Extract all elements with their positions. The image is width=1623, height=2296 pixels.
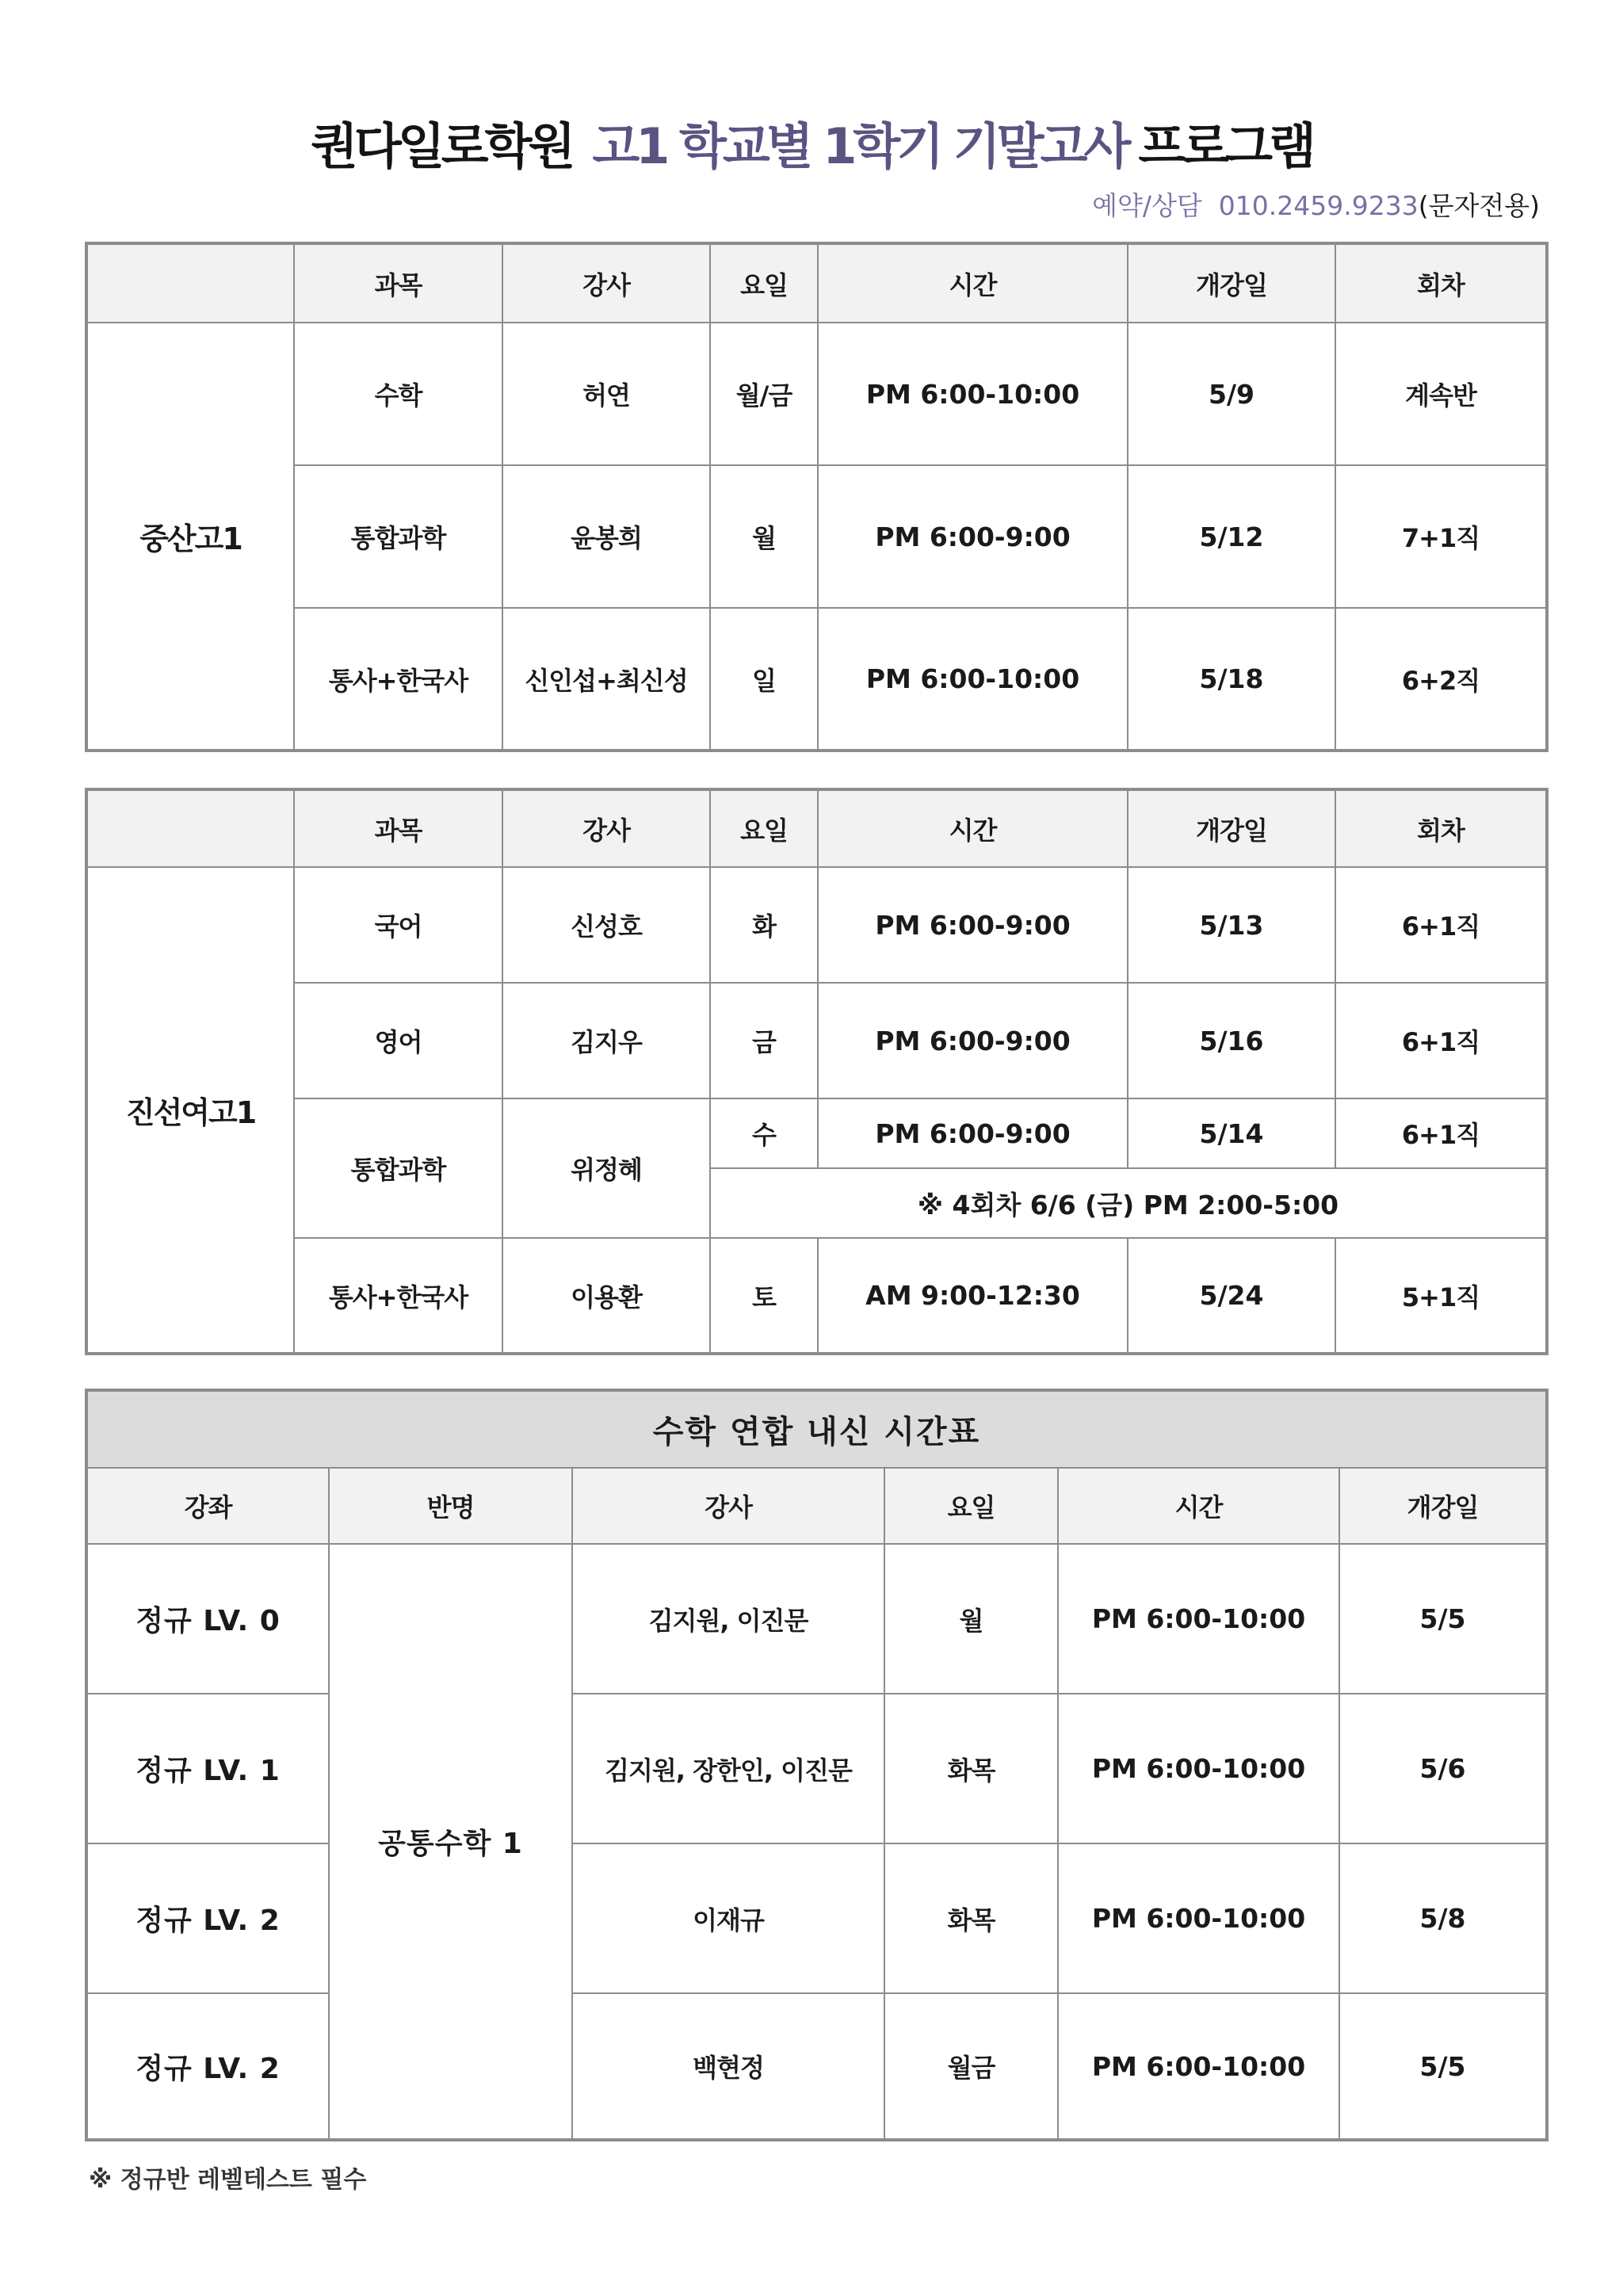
header-subject: 과목 — [294, 243, 502, 323]
sessions-cell: 7+1직 — [1335, 465, 1547, 608]
teacher-cell: 위정혜 — [502, 1098, 710, 1238]
junsan-schedule-table — [85, 242, 1549, 752]
time-cell: PM 6:00-9:00 — [818, 983, 1128, 1098]
day-cell: 월 — [884, 1544, 1058, 1694]
time-cell: AM 9:00-12:30 — [818, 1238, 1128, 1354]
course-cell: 정규 LV. 1 — [86, 1694, 329, 1843]
header-class: 반명 — [329, 1468, 572, 1544]
school-name-cell: 진선여고1 — [86, 867, 294, 1354]
academy-name: 퀀다일로학원 — [311, 117, 572, 175]
sessions-cell: 6+1직 — [1335, 1098, 1547, 1168]
time-cell: PM 6:00-10:00 — [1058, 1694, 1339, 1843]
teacher-cell: 이용환 — [502, 1238, 710, 1354]
teacher-cell: 신성호 — [502, 867, 710, 983]
course-cell: 정규 LV. 0 — [86, 1544, 329, 1694]
header-start: 개강일 — [1128, 243, 1335, 323]
program-tail: 프로그램 — [1138, 117, 1312, 175]
subject-cell: 영어 — [294, 983, 502, 1098]
subject-cell: 통합과학 — [294, 1098, 502, 1238]
class-name-cell: 공통수학 1 — [329, 1544, 572, 2140]
header-empty-cell — [86, 789, 294, 867]
start-cell: 5/5 — [1339, 1993, 1547, 2140]
sessions-cell: 계속반 — [1335, 323, 1547, 465]
teacher-cell: 신인섭+최신성 — [502, 608, 710, 751]
contact-phone[interactable]: 010.2459.9233 — [1218, 190, 1419, 221]
table-row — [86, 1098, 1547, 1168]
start-cell: 5/13 — [1128, 867, 1335, 983]
math-schedule-table — [85, 1389, 1549, 2141]
header-day: 요일 — [710, 789, 818, 867]
table-header-row — [86, 243, 1547, 323]
table-row — [86, 1694, 1547, 1843]
time-cell: PM 6:00-10:00 — [1058, 1544, 1339, 1694]
day-cell: 월/금 — [710, 323, 818, 465]
start-cell: 5/24 — [1128, 1238, 1335, 1354]
contact-prefix: 예약/상담 — [1092, 190, 1202, 221]
table-row — [86, 867, 1547, 983]
start-cell: 5/18 — [1128, 608, 1335, 751]
start-cell: 5/14 — [1128, 1098, 1335, 1168]
header-day: 요일 — [710, 243, 818, 323]
day-cell: 토 — [710, 1238, 818, 1354]
table-row — [86, 1993, 1547, 2140]
header-time: 시간 — [818, 243, 1128, 323]
header-time: 시간 — [818, 789, 1128, 867]
time-cell: PM 6:00-9:00 — [818, 867, 1128, 983]
course-cell: 정규 LV. 2 — [86, 1993, 329, 2140]
header-day: 요일 — [884, 1468, 1058, 1544]
teacher-cell: 허연 — [502, 323, 710, 465]
start-cell: 5/6 — [1339, 1694, 1547, 1843]
time-cell: PM 6:00-10:00 — [1058, 1993, 1339, 2140]
day-cell: 화 — [710, 867, 818, 983]
day-cell: 월금 — [884, 1993, 1058, 2140]
header-sessions: 회차 — [1335, 243, 1547, 323]
table-row — [86, 323, 1547, 465]
table-row — [86, 1843, 1547, 1993]
time-cell: PM 6:00-10:00 — [818, 323, 1128, 465]
subject-cell: 수학 — [294, 323, 502, 465]
header-subject: 과목 — [294, 789, 502, 867]
math-banner-title: 수학 연합 내신 시간표 — [86, 1390, 1547, 1468]
school-name-cell: 중산고1 — [86, 323, 294, 751]
start-cell: 5/8 — [1339, 1843, 1547, 1993]
math-banner-row — [86, 1390, 1547, 1468]
table-row — [86, 1544, 1547, 1694]
program-name: 고1 학교별 1학기 기말고사 — [592, 117, 1128, 175]
header-start: 개강일 — [1128, 789, 1335, 867]
day-cell: 일 — [710, 608, 818, 751]
table-row — [86, 465, 1547, 608]
header-start: 개강일 — [1339, 1468, 1547, 1544]
page-title — [0, 107, 1623, 178]
teacher-cell: 김지원, 이진문 — [572, 1544, 884, 1694]
day-cell: 월 — [710, 465, 818, 608]
table-header-row — [86, 789, 1547, 867]
start-cell: 5/9 — [1128, 323, 1335, 465]
table-row — [86, 983, 1547, 1098]
contact-note: (문자전용) — [1418, 190, 1540, 221]
extra-session-note: ※ 4회차 6/6 (금) PM 2:00-5:00 — [710, 1168, 1547, 1238]
day-cell: 화목 — [884, 1694, 1058, 1843]
teacher-cell: 윤봉희 — [502, 465, 710, 608]
table-header-row — [86, 1468, 1547, 1544]
time-cell: PM 6:00-10:00 — [818, 608, 1128, 751]
teacher-cell: 백현정 — [572, 1993, 884, 2140]
teacher-cell: 이재규 — [572, 1843, 884, 1993]
subject-cell: 통사+한국사 — [294, 1238, 502, 1354]
subject-cell: 통사+한국사 — [294, 608, 502, 751]
table-row — [86, 608, 1547, 751]
start-cell: 5/5 — [1339, 1544, 1547, 1694]
start-cell: 5/12 — [1128, 465, 1335, 608]
day-cell: 수 — [710, 1098, 818, 1168]
day-cell: 화목 — [884, 1843, 1058, 1993]
sessions-cell: 5+1직 — [1335, 1238, 1547, 1354]
header-teacher: 강사 — [502, 789, 710, 867]
teacher-cell: 김지우 — [502, 983, 710, 1098]
header-course: 강좌 — [86, 1468, 329, 1544]
sessions-cell: 6+2직 — [1335, 608, 1547, 751]
subject-cell: 통합과학 — [294, 465, 502, 608]
header-empty-cell — [86, 243, 294, 323]
sessions-cell: 6+1직 — [1335, 983, 1547, 1098]
header-teacher: 강사 — [502, 243, 710, 323]
level-test-footnote: ※ 정규반 레벨테스트 필수 — [89, 2166, 367, 2194]
teacher-cell: 김지원, 장한인, 이진문 — [572, 1694, 884, 1843]
course-cell: 정규 LV. 2 — [86, 1843, 329, 1993]
subject-cell: 국어 — [294, 867, 502, 983]
start-cell: 5/16 — [1128, 983, 1335, 1098]
time-cell: PM 6:00-9:00 — [818, 465, 1128, 608]
contact-line — [1092, 185, 1540, 223]
table-row — [86, 1238, 1547, 1354]
header-time: 시간 — [1058, 1468, 1339, 1544]
time-cell: PM 6:00-9:00 — [818, 1098, 1128, 1168]
day-cell: 금 — [710, 983, 818, 1098]
sessions-cell: 6+1직 — [1335, 867, 1547, 983]
header-teacher: 강사 — [572, 1468, 884, 1544]
header-sessions: 회차 — [1335, 789, 1547, 867]
time-cell: PM 6:00-10:00 — [1058, 1843, 1339, 1993]
jinseon-schedule-table — [85, 788, 1549, 1355]
